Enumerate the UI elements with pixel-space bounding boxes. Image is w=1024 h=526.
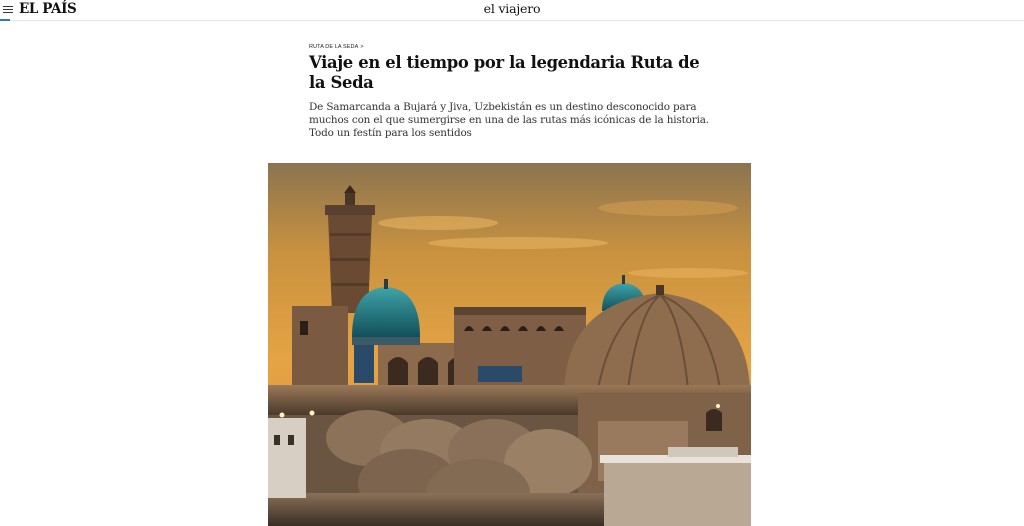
section-logo-wrapper (0, 1, 1024, 16)
el-pais-logo[interactable]: EL PAÍS (19, 1, 77, 17)
bukhara-skyline-illustration (268, 163, 751, 526)
article-subtitle: De Samarcanda a Bujará y Jiva, Uzbekistán es un destino desconocido para muchos con el que sumergirse en una de las rutas más icónicas de la historia. Todo un festín para los sentidos (309, 101, 709, 139)
el-viajero-logo[interactable]: el viajero (483, 1, 541, 16)
article-title: Viaje en el tiempo por la legendaria Ruta de la Seda (309, 53, 700, 92)
kicker-label: RUTA DE LA SEDA (309, 44, 359, 50)
hamburger-menu-icon[interactable] (3, 5, 14, 15)
top-bar (0, 0, 1024, 21)
section-kicker-link[interactable] (309, 44, 364, 50)
chevron-right-icon: > (360, 44, 364, 50)
menu-active-indicator (0, 19, 10, 21)
hero-photo (268, 163, 751, 526)
